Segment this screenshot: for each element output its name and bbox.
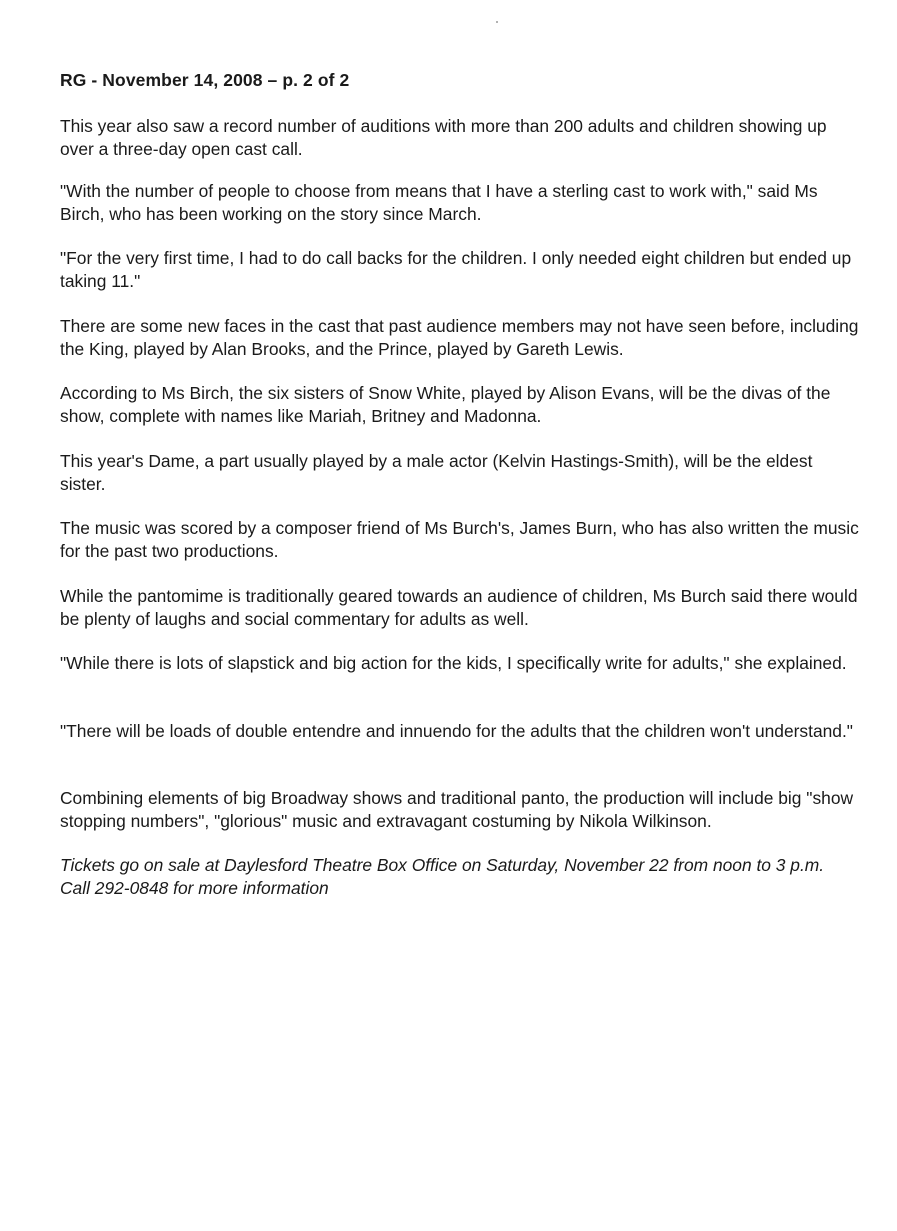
article-paragraph-3: "For the very first time, I had to do call backs for the children. I only needed eight children but ended up taking 11." — [60, 248, 852, 291]
article-paragraph-7: The music was scored by a composer friend of Ms Burch's, James Burn, who has also written the music for the past two productions. — [60, 518, 859, 561]
article-paragraph-5: According to Ms Birch, the six sisters of Snow White, played by Alison Evans, will be the divas of the show, complete with names like Mariah, Britney and Madonna. — [60, 383, 831, 426]
article-paragraph-10: "There will be loads of double entendre and innuendo for the adults that the children won't understand." — [60, 721, 853, 741]
article-paragraph-9: "While there is lots of slapstick and big action for the kids, I specifically write for adults," she explained. — [60, 653, 847, 673]
ticket-info-note: Tickets go on sale at Daylesford Theatre Box Office on Saturday, November 22 from noon to 3 p.m. Call 292-0848 for more information — [60, 855, 825, 898]
scan-speck — [496, 21, 498, 23]
article-paragraph-2: "With the number of people to choose from means that I have a sterling cast to work with," said Ms Birch, who has been working on the story since March. — [60, 181, 818, 224]
article-paragraph-8: While the pantomime is traditionally geared towards an audience of children, Ms Burch said there would be plenty of laughs and social commentary for adults as well. — [60, 586, 858, 629]
article-paragraph-4: There are some new faces in the cast that past audience members may not have seen before, including the King, played by Alan Brooks, and the Prince, played by Gareth Lewis. — [60, 316, 859, 359]
article-paragraph-11: Combining elements of big Broadway shows and traditional panto, the production will include big "show stopping numbers", "glorious" music and extravagant costuming by Nikola Wilkinson. — [60, 788, 854, 831]
page-header: RG - November 14, 2008 – p. 2 of 2 — [60, 70, 350, 90]
article-paragraph-1: This year also saw a record number of auditions with more than 200 adults and children showing up over a three-day open cast call. — [60, 116, 827, 159]
article-paragraph-6: This year's Dame, a part usually played by a male actor (Kelvin Hastings-Smith), will be the eldest sister. — [60, 451, 813, 494]
